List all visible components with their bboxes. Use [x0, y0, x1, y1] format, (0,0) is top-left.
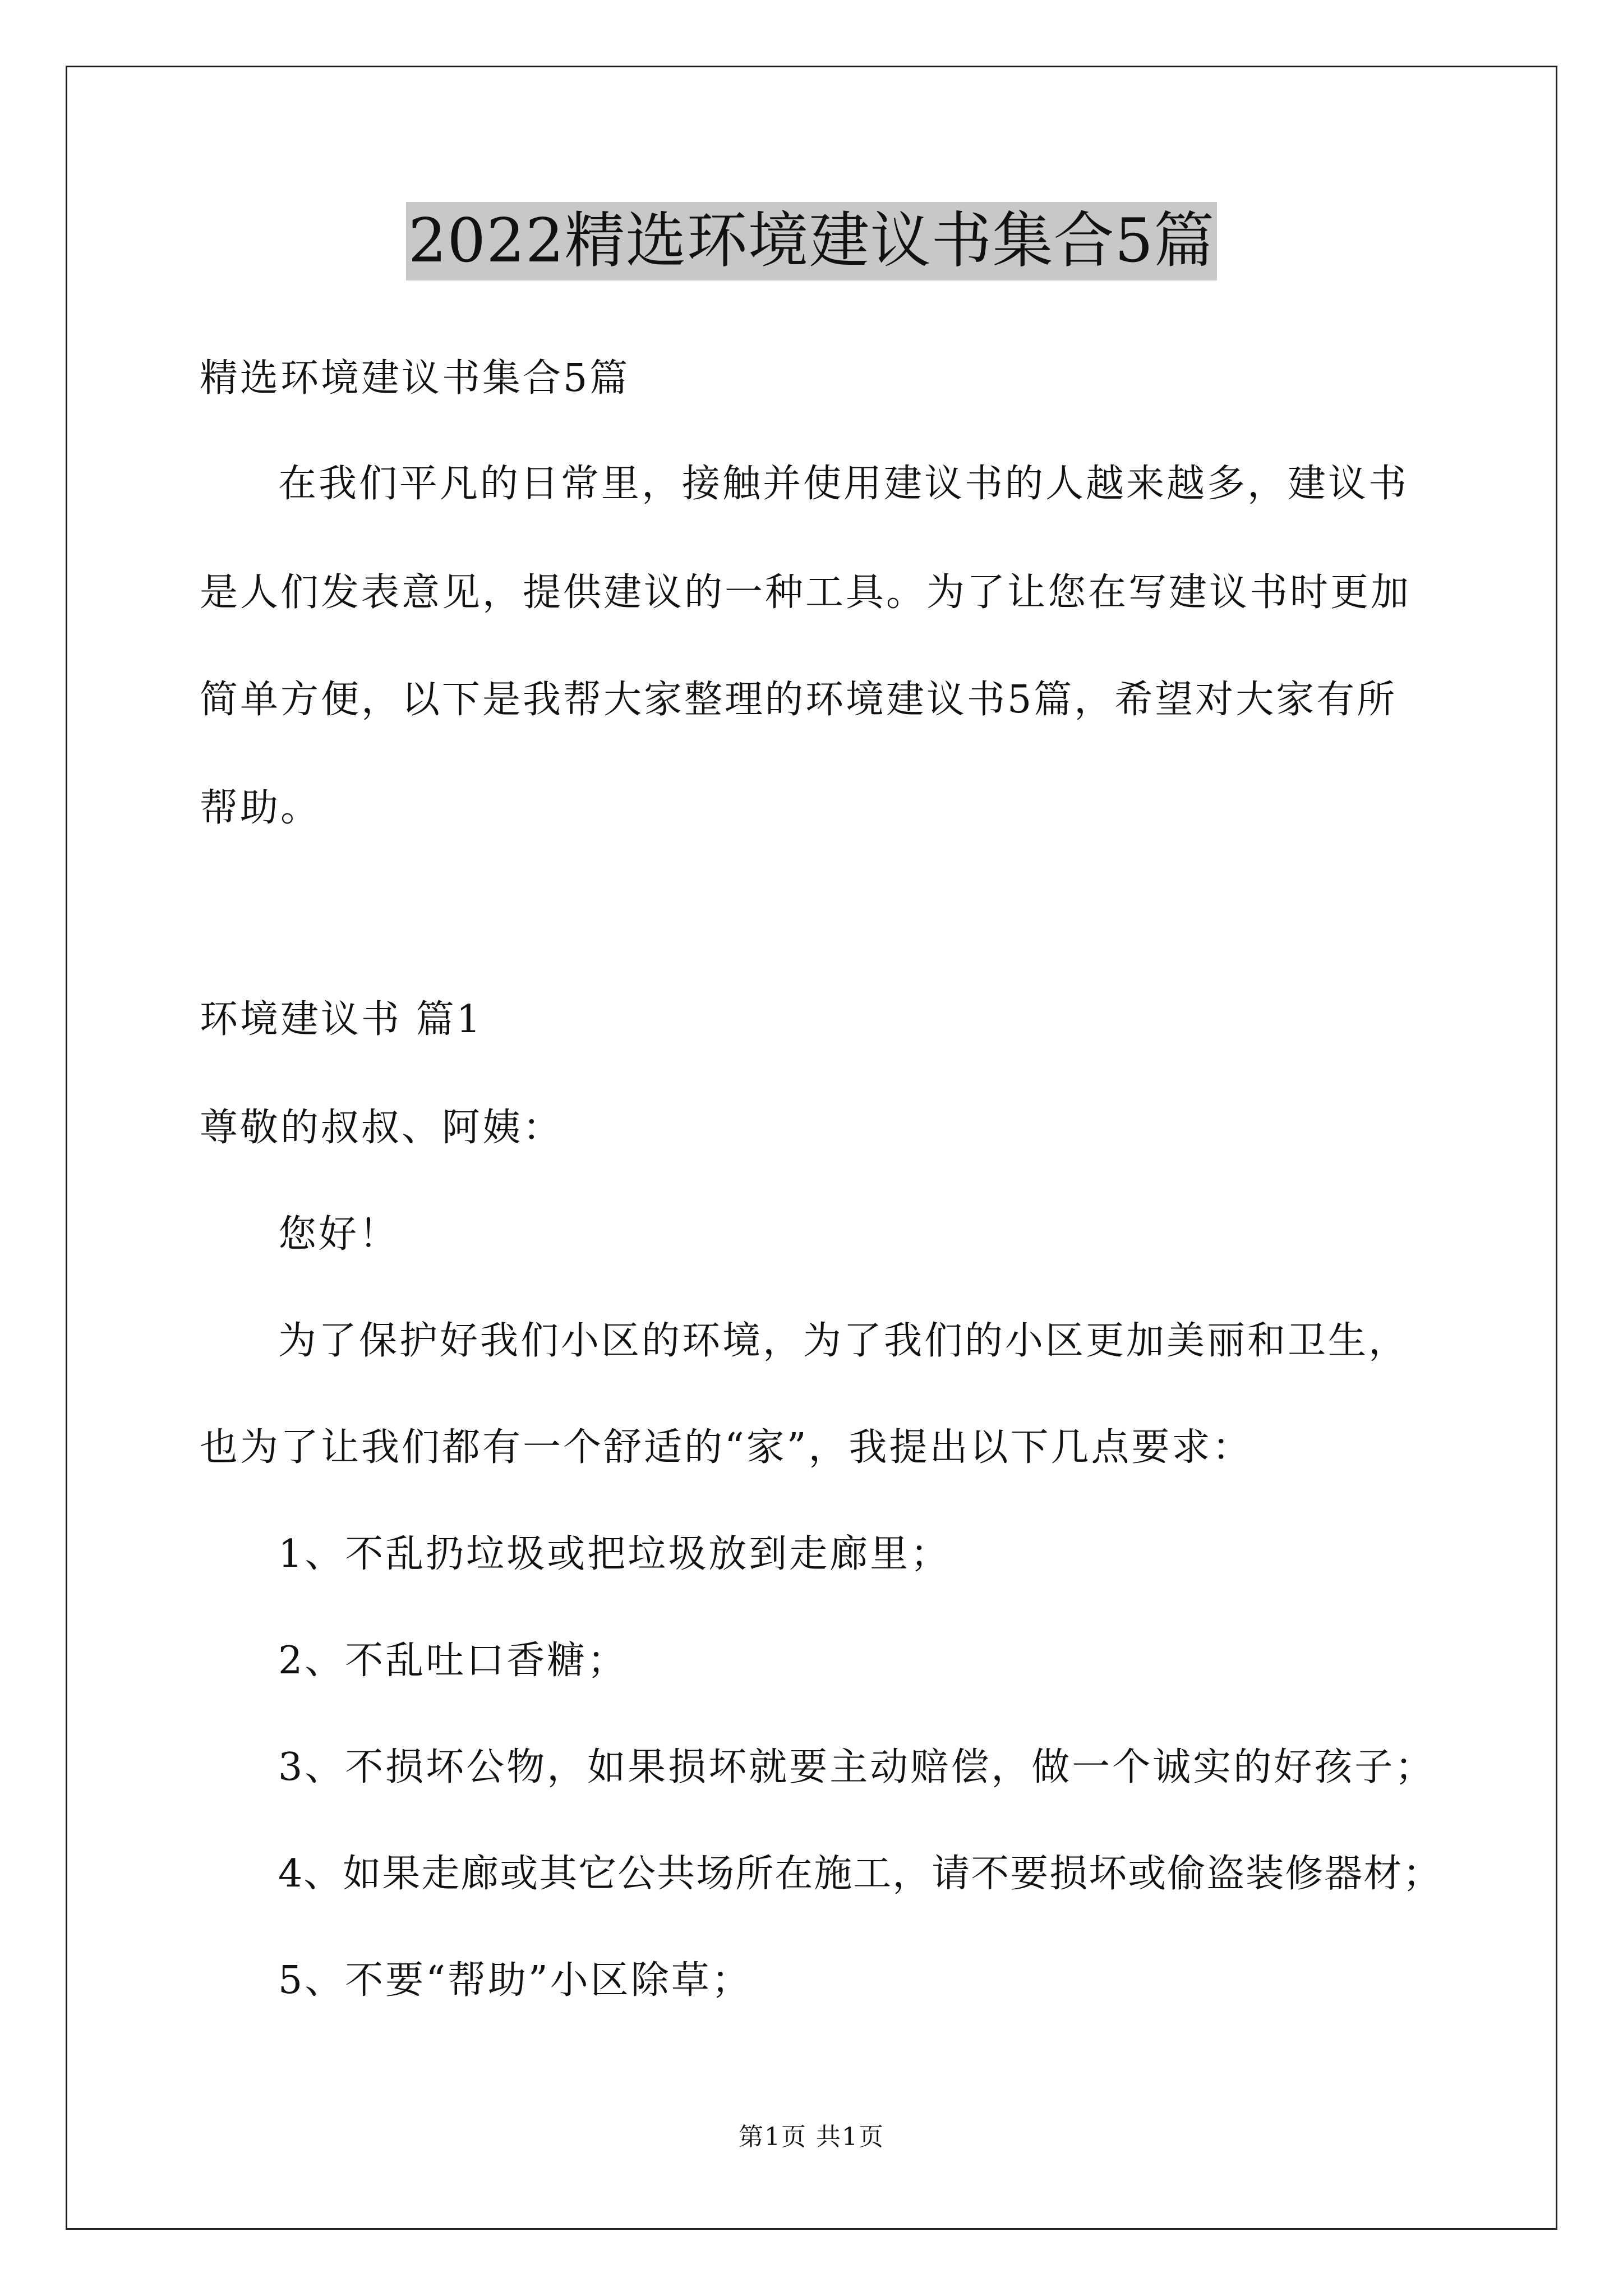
title-container [0, 202, 1623, 280]
page-footer: 第1页 共1页 [739, 2123, 884, 2151]
list-item-4: 4、如果走廊或其它公共场所在施工，请不要损坏或偷盗装修器材； [278, 1852, 1442, 1896]
list-item-5: 5、不要“帮助”小区除草； [278, 1958, 752, 2003]
intro-line-1: 在我们平凡的日常里，接触并使用建议书的人越来越多，建议书 [278, 462, 1409, 506]
intro-line-3: 简单方便，以下是我帮大家整理的环境建议书5篇，希望对大家有所 [200, 678, 1398, 722]
greeting: 您好！ [278, 1212, 400, 1257]
list-item-3: 3、不损坏公物，如果损坏就要主动赔偿，做一个诚实的好孩子； [278, 1745, 1436, 1789]
list-item-2: 2、不乱吐口香糖； [278, 1639, 628, 1683]
intro-line-4: 帮助。 [200, 786, 321, 830]
body-line-2: 也为了让我们都有一个舒适的“家”，我提出以下几点要求： [200, 1425, 1253, 1470]
list-item-1: 1、不乱扔垃圾或把垃圾放到走廊里； [278, 1532, 951, 1576]
intro-line-2: 是人们发表意见，提供建议的一种工具。为了让您在写建议书时更加 [200, 570, 1412, 615]
body-line-1: 为了保护好我们小区的环境，为了我们的小区更加美丽和卫生， [278, 1319, 1409, 1363]
section-heading: 环境建议书 篇1 [200, 997, 483, 1042]
salutation: 尊敬的叔叔、阿姨： [200, 1106, 564, 1150]
document-title: 2022精选环境建议书集合5篇 [406, 202, 1218, 280]
document-subtitle: 精选环境建议书集合5篇 [200, 356, 630, 401]
